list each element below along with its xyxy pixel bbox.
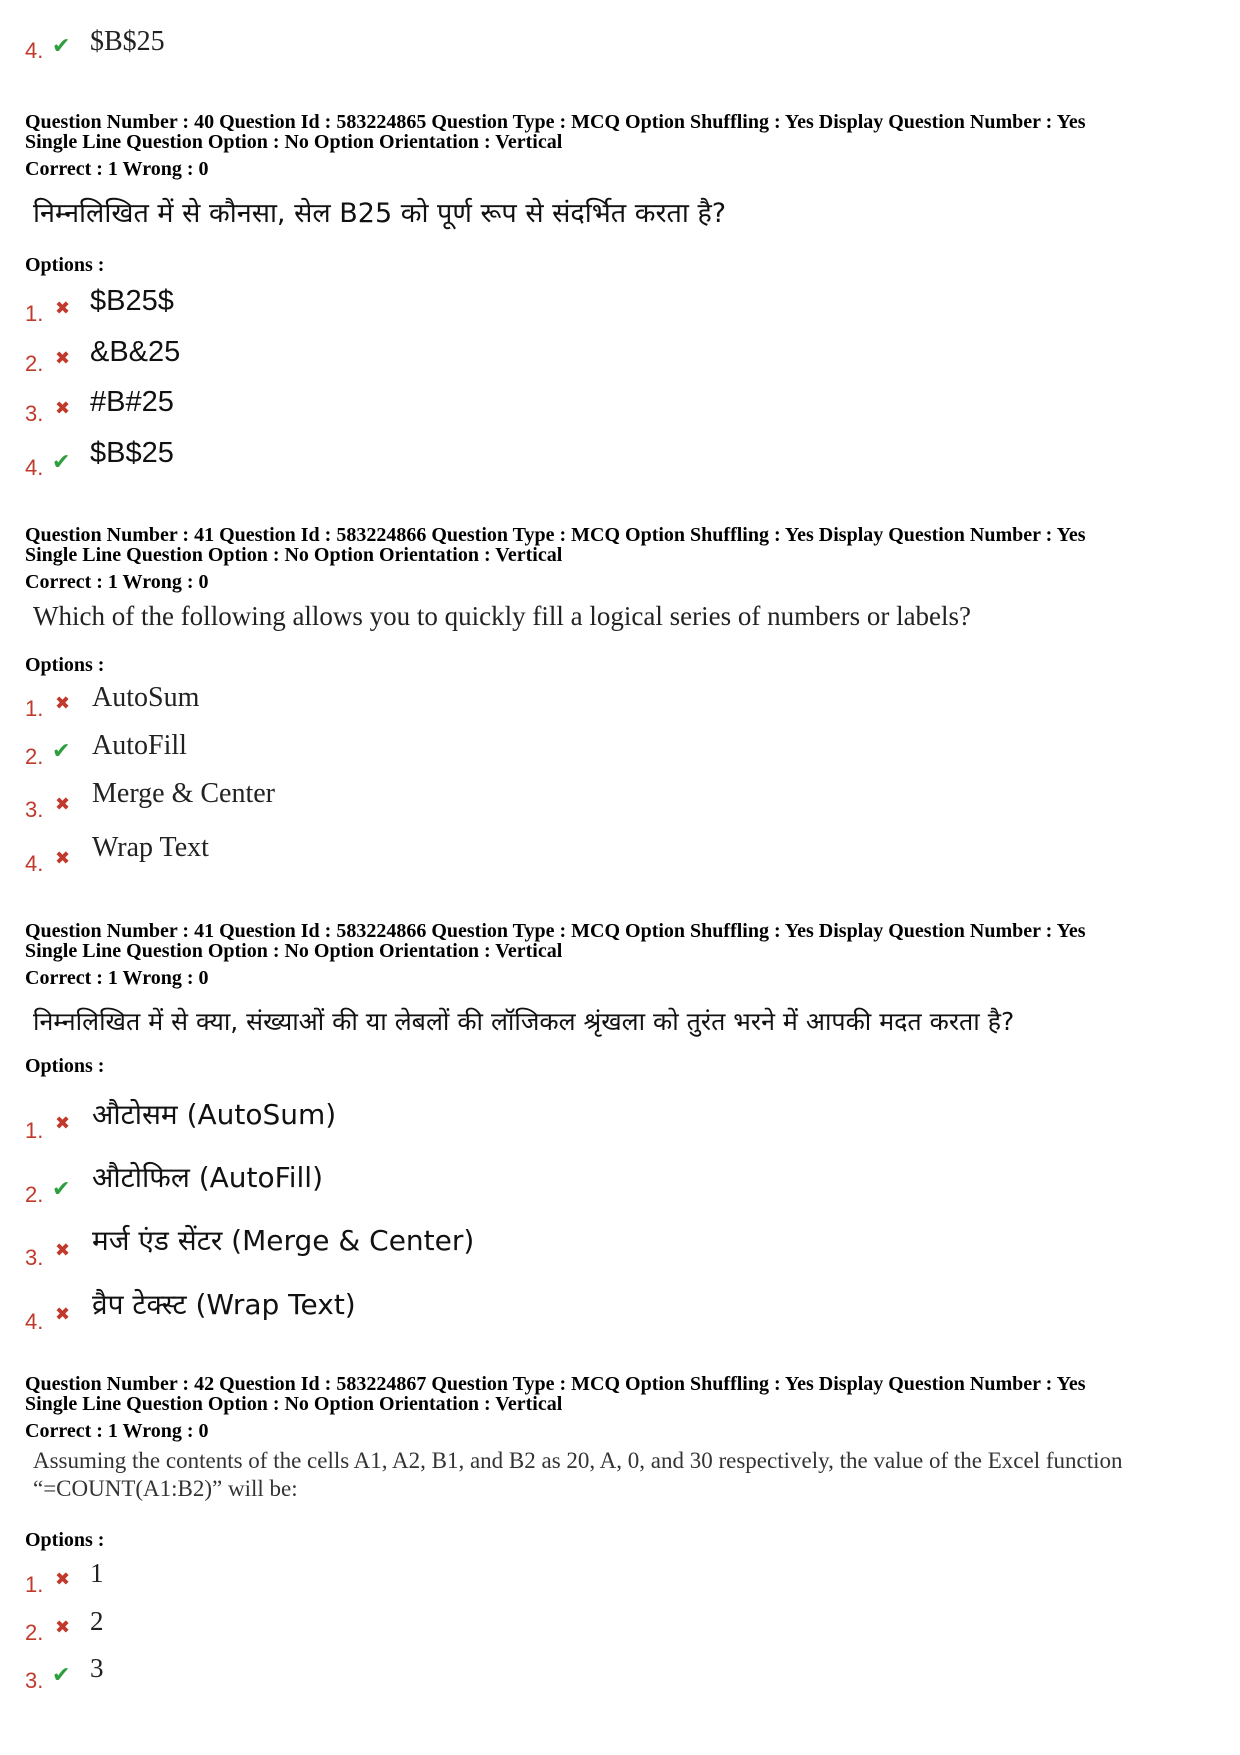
cross-icon: ✖ (55, 348, 71, 369)
option-number: 1. (25, 1572, 44, 1597)
option-text: $B$25 (90, 437, 174, 469)
option-number: 2. (25, 744, 44, 769)
option-number: 3. (25, 797, 44, 822)
cross-icon: ✖ (55, 693, 71, 714)
option-number: 1. (25, 1118, 44, 1143)
option-number: 1. (25, 301, 44, 326)
option-number: 3. (25, 401, 44, 426)
options-label: Options : (25, 654, 105, 676)
cross-icon: ✖ (55, 848, 71, 869)
question-score: Correct : 1 Wrong : 0 (25, 571, 209, 593)
check-icon: ✔ (52, 1663, 71, 1688)
check-icon: ✔ (52, 34, 71, 59)
question-meta-line1: Question Number : 42 Question Id : 583224867 Question Type : MCQ Option Shuffling : Yes Display Question Number : Yes (25, 1373, 1086, 1395)
question-meta-line2: Single Line Question Option : No Option Orientation : Vertical (25, 544, 563, 566)
question-score: Correct : 1 Wrong : 0 (25, 967, 209, 989)
cross-icon: ✖ (55, 1569, 71, 1590)
question-text: निम्नलिखित में से क्या, संख्याओं की या लेबलों की लॉजिकल श्रृंखला को तुरंत भरने में आपकी मदत करता है? (33, 1007, 1015, 1036)
option-number: 4. (25, 455, 44, 480)
option-text: AutoFill (92, 730, 187, 761)
question-meta-line2: Single Line Question Option : No Option Orientation : Vertical (25, 131, 563, 153)
option-text: 1 (90, 1558, 104, 1588)
option-number: 4. (25, 1309, 44, 1334)
check-icon: ✔ (52, 739, 71, 764)
cross-icon: ✖ (55, 398, 71, 419)
option-number: 2. (25, 1182, 44, 1207)
option-text: &B&25 (90, 336, 181, 368)
question-meta-line1: Question Number : 40 Question Id : 583224865 Question Type : MCQ Option Shuffling : Yes Display Question Number : Yes (25, 111, 1086, 133)
option-text: 2 (90, 1606, 104, 1636)
cross-icon: ✖ (55, 1304, 71, 1325)
option-text: व्रैप टेक्स्ट (Wrap Text) (92, 1288, 356, 1321)
question-text-line1: Assuming the contents of the cells A1, A2, B1, and B2 as 20, A, 0, and 30 respectively, the value of the Excel function (33, 1448, 1123, 1473)
option-text: #B#25 (90, 386, 174, 418)
option-number: 2. (25, 1620, 44, 1645)
question-meta-line1: Question Number : 41 Question Id : 583224866 Question Type : MCQ Option Shuffling : Yes Display Question Number : Yes (25, 920, 1086, 942)
option-text: औटोफिल (AutoFill) (92, 1161, 323, 1194)
option-number: 4. (25, 851, 44, 876)
question-meta-line1: Question Number : 41 Question Id : 583224866 Question Type : MCQ Option Shuffling : Yes Display Question Number : Yes (25, 524, 1086, 546)
option-number: 3. (25, 1245, 44, 1270)
question-score: Correct : 1 Wrong : 0 (25, 1420, 209, 1442)
check-icon: ✔ (52, 1177, 71, 1202)
options-label: Options : (25, 1055, 105, 1077)
option-text: $B$25 (90, 26, 165, 57)
question-text-line2: “=COUNT(A1:B2)” will be: (33, 1476, 298, 1501)
cross-icon: ✖ (55, 794, 71, 815)
question-text: Which of the following allows you to quickly fill a logical series of numbers or labels? (33, 601, 972, 631)
question-meta-line2: Single Line Question Option : No Option Orientation : Vertical (25, 1393, 563, 1415)
option-text: AutoSum (92, 682, 200, 713)
cross-icon: ✖ (55, 1617, 71, 1638)
options-label: Options : (25, 1529, 105, 1551)
question-score: Correct : 1 Wrong : 0 (25, 158, 209, 180)
option-text: 3 (90, 1653, 104, 1683)
option-number: 1. (25, 696, 44, 721)
question-meta-line2: Single Line Question Option : No Option Orientation : Vertical (25, 940, 563, 962)
options-label: Options : (25, 254, 105, 276)
option-text: Merge & Center (92, 778, 275, 809)
option-text: Wrap Text (92, 832, 209, 863)
option-number: 4. (25, 38, 44, 63)
check-icon: ✔ (52, 450, 71, 475)
question-text: निम्नलिखित में से कौनसा, सेल B25 को पूर्ण रूप से संदर्भित करता है? (33, 198, 727, 229)
cross-icon: ✖ (55, 298, 71, 319)
cross-icon: ✖ (55, 1240, 71, 1261)
option-number: 3. (25, 1668, 44, 1693)
cross-icon: ✖ (55, 1113, 71, 1134)
option-text: $B25$ (90, 285, 174, 317)
option-text: मर्ज एंड सेंटर (Merge & Center) (92, 1224, 475, 1257)
option-text: औटोसम (AutoSum) (92, 1098, 337, 1131)
option-number: 2. (25, 351, 44, 376)
